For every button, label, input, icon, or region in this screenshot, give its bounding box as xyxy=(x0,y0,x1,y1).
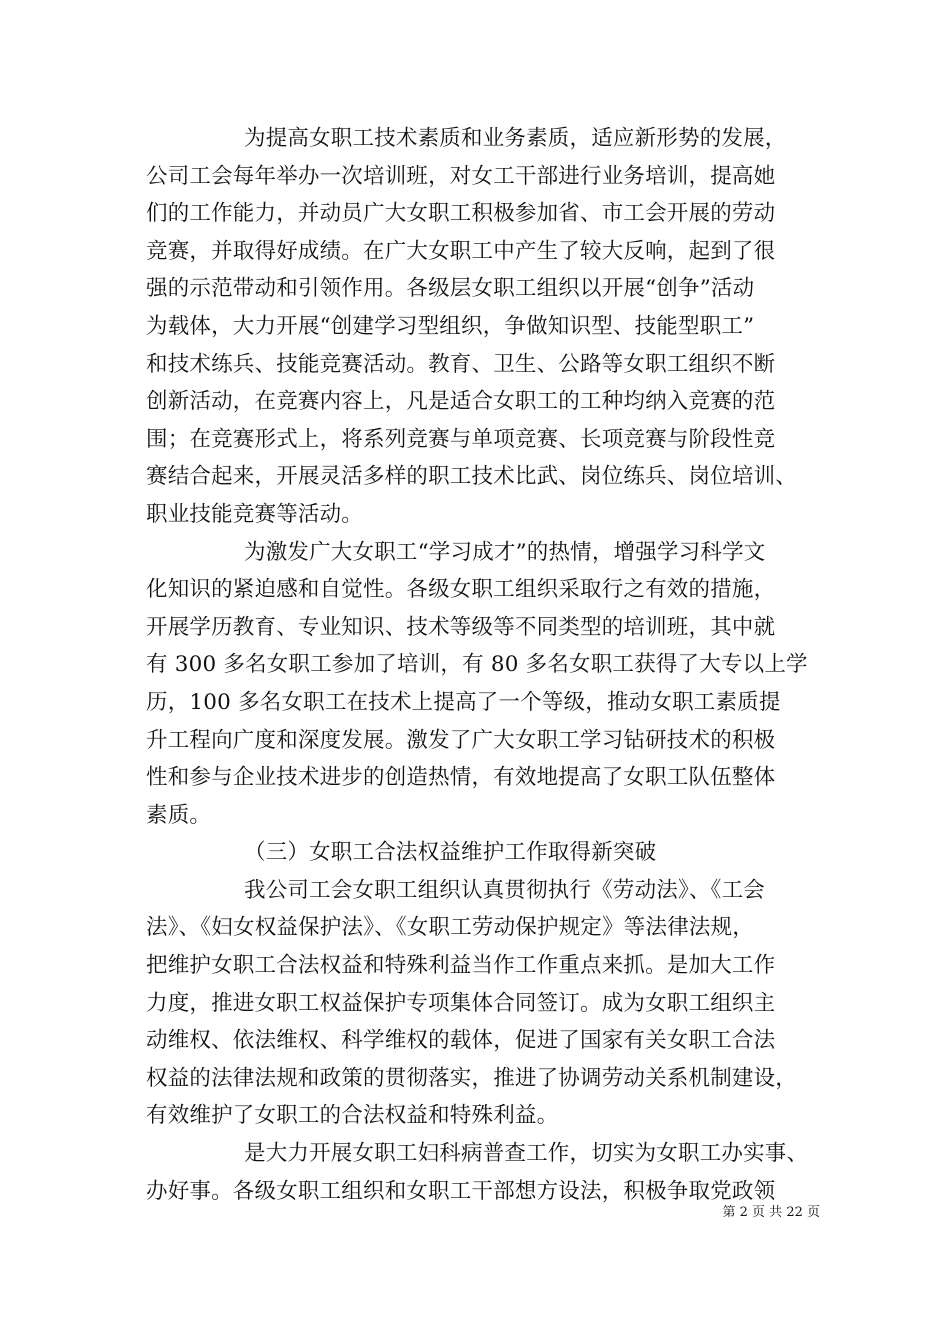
document-body xyxy=(146,120,822,1210)
paragraph-line: 们的工作能力，并动员广大女职工积极参加省、市工会开展的劳动 xyxy=(146,201,776,227)
paragraph-line: 性和参与企业技术进步的创造热情，有效地提高了女职工队伍整体 xyxy=(146,765,776,791)
paragraph-line: 我公司工会女职工组织认真贯彻执行《劳动法》、《工会 xyxy=(244,877,766,903)
paragraph-line: 竞赛，并取得好成绩。在广大女职工中产生了较大反响，起到了很 xyxy=(146,238,776,264)
paragraph-line: 化知识的紧迫感和自觉性。各级女职工组织采取行之有效的措施， xyxy=(146,577,776,603)
paragraph-line: 权益的法律法规和政策的贯彻落实，推进了协调劳动关系机制建设， xyxy=(146,1065,798,1091)
paragraph-line: 动维权、依法维权、科学维权的载体，促进了国家有关女职工合法 xyxy=(146,1028,776,1054)
paragraph-line: 为载体，大力开展“创建学习型组织，争做知识型、技能型职工” xyxy=(146,313,755,339)
paragraph-line: 升工程向广度和深度发展。激发了广大女职工学习钻研技术的积极 xyxy=(146,727,776,753)
paragraph-line: 创新活动，在竞赛内容上，凡是适合女职工的工种均纳入竞赛的范 xyxy=(146,389,776,415)
paragraph-line: 职业技能竞赛等活动。 xyxy=(146,501,364,527)
paragraph-line: 为激发广大女职工“学习成才”的热情，增强学习科学文 xyxy=(244,539,766,565)
paragraph-line: 赛结合起来，开展灵活多样的职工技术比武、岗位练兵、岗位培训、 xyxy=(146,464,798,490)
paragraph-line: 办好事。各级女职工组织和女职工干部想方设法，积极争取党政领 xyxy=(146,1178,776,1204)
paragraph-line: 强的示范带动和引领作用。各级层女职工组织以开展“创争”活动 xyxy=(146,276,755,302)
paragraph-line: 为提高女职工技术素质和业务素质，适应新形势的发展， xyxy=(244,126,787,151)
paragraph-line: 力度，推进女职工权益保护专项集体合同签订。成为女职工组织主 xyxy=(146,990,776,1016)
paragraph-line: 是大力开展女职工妇科病普查工作，切实为女职工办实事、 xyxy=(244,1141,809,1167)
paragraph-line: 素质。 xyxy=(146,802,212,828)
paragraph-line: 围；在竞赛形式上，将系列竞赛与单项竞赛、长项竞赛与阶段性竞 xyxy=(146,426,776,452)
paragraph-line: 法》、《妇女权益保护法》、《女职工劳动保护规定》等法律法规， xyxy=(146,915,755,941)
paragraph-line: 有效维护了女职工的合法权益和特殊利益。 xyxy=(146,1103,559,1129)
page-number: 第 2 页 共 22 页 xyxy=(722,1205,820,1220)
section-heading: （三）女职工合法权益维护工作取得新突破 xyxy=(244,840,657,866)
paragraph-line: 和技术练兵、技能竞赛活动。教育、卫生、公路等女职工组织不断 xyxy=(146,351,776,377)
paragraph-line: 公司工会每年举办一次培训班，对女工干部进行业务培训，提高她 xyxy=(146,163,776,189)
paragraph-line: 有 300 多名女职工参加了培训，有 80 多名女职工获得了大专以上学 xyxy=(146,652,808,678)
paragraph-line: 把维护女职工合法权益和特殊利益当作工作重点来抓。是加大工作 xyxy=(146,953,776,979)
paragraph-line: 开展学历教育、专业知识、技术等级等不同类型的培训班，其中就 xyxy=(146,614,776,640)
paragraph-line: 历，100 多名女职工在技术上提高了一个等级，推动女职工素质提 xyxy=(146,689,781,715)
